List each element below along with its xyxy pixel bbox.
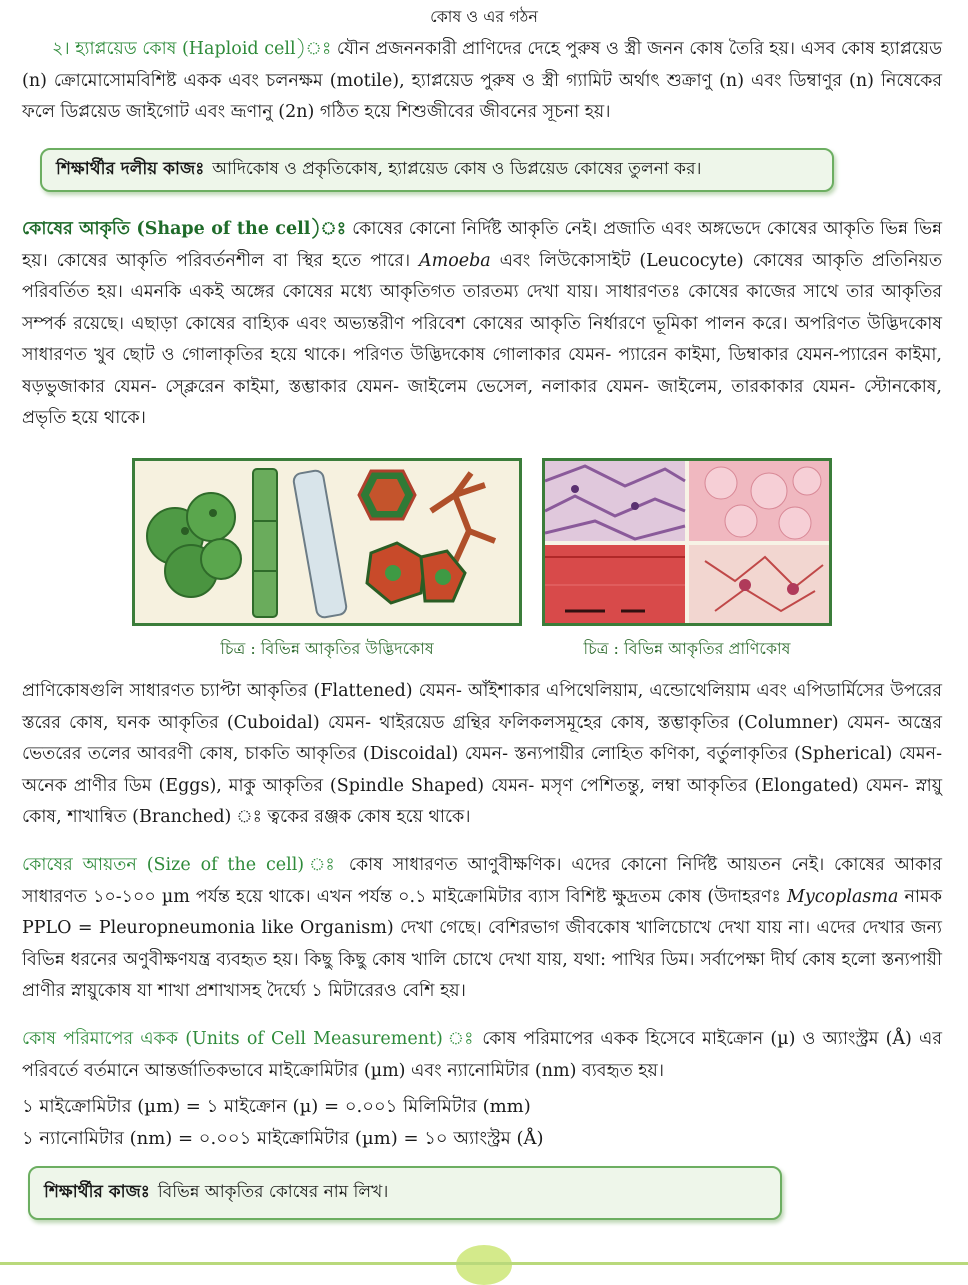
shape-paragraph [22,214,942,435]
group-task-label: শিক্ষার্থীর দলীয় কাজঃ [56,159,205,179]
student-task-label: শিক্ষার্থীর কাজঃ [44,1182,150,1202]
group-task-box [40,148,834,192]
page-number-badge [456,1245,512,1285]
plant-cells-figure [132,458,522,626]
plant-figure-caption: চিত্র : বিভিন্ন আকৃতির উদ্ভিদকোষ [220,639,434,658]
units-heading: কোষ পরিমাপের একক (Units of Cell Measurement) ঃ [22,1029,476,1049]
units-paragraph [22,1024,942,1087]
units-text: কোষ পরিমাপের একক হিসেবে মাইক্রোন (µ) ও অ্যাংস্ট্রম (Å) এর পরিবর্তে বর্তমানে আন্তর্জাতিকভাবে মাইক্রোমিটার (µm) এবং ন্যানোমিটার (nm) ব্যবহৃত হয়। [22,1029,942,1081]
animal-cells-illustration [545,461,829,623]
animal-cells-figure [542,458,832,626]
student-task-box [28,1166,782,1220]
mycoplasma-term: Mycoplasma [787,886,899,907]
haploid-text: যৌন প্রজননকারী প্রাণিদের দেহে পুরুষ ও স্ত্রী জনন কোষ তৈরি হয়। এসব কোষ হ্যাপ্লয়েড (n) ক্রোমোসোমবিশিষ্ট একক এবং চলনক্ষম (motile), হ্যাপ্লয়েড পুরুষ ও স্ত্রী গ্যামিট অর্থাৎ শুক্রাণু (n) এবং ডিম্বাণুর (n) নিষেকের ফলে ডিপ্লয়েড জাইগোট এবং ভ্রূণানু (2n) গঠিত হয়ে শিশুজীবের জীবনের সূচনা হয়। [22,39,942,122]
animal-cell-shapes-paragraph: প্রাণিকোষগুলি সাধারণত চ্যাপ্টা আকৃতির (Flattened) যেমন- আঁইশাকার এপিথেলিয়াম, এন্ডোথেলিয়াম এবং এপিডার্মিসের উপরের স্তরের কোষ, ঘনক আকৃতির (Cuboidal) যেমন- থাইরয়েড গ্রন্থির ফলিকলসমূহের কোষ, স্তম্ভাকৃতির (Columner) যেমন- অন্ত্রের ভেতরের তলের আবরণী কোষ, চাকতি আকৃতির (Discoidal) যেমন- স্তন্যপায়ীর লোহিত কণিকা, বর্তুলাকৃতির (Spherical) যেমন- অনেক প্রাণীর ডিম (Eggs), মাকু আকৃতির (Spindle Shaped) যেমন- মসৃণ পেশিতন্তু, লম্বা আকৃতির (Elongated) যেমন- স্নায়ু কোষ, শাখান্বিত (Branched) ঃ ত্বকের রঞ্জক কোষ হয়ে থাকে। [22,681,942,827]
haploid-heading: ২। হ্যাপ্লয়েড কোষ (Haploid cell)ঃ [52,39,332,59]
group-task-text: আদিকোষ ও প্রকৃতিকোষ, হ্যাপ্লয়েড কোষ ও ডিপ্লয়েড কোষের তুলনা কর। [212,159,702,179]
animal-figure-caption: চিত্র : বিভিন্ন আকৃতির প্রাণিকোষ [583,639,791,658]
shape-text-2: এবং লিউকোসাইট (Leucocyte) কোষের আকৃতি প্রতিনিয়ত পরিবর্তিত হয়। এমনকি একই অঙ্গের কোষের মধ্যে আকৃতিগত তারতম্য দেখা যায়। সাধারণতঃ কোষের কাজের সাথে তার আকৃতির সম্পর্ক রয়েছে। এছাড়া কোষের বাহ্যিক এবং অভ্যন্তরীণ পরিবেশ কোষের আকৃতি নির্ধারণে ভূমিকা পালন করে। অপরিণত উদ্ভিদকোষ সাধারণত খুব ছোট ও গোলাকৃতির হয়ে থাকে। পরিণত উদ্ভিদকোষ গোলাকার যেমন- প্যারেন কাইমা, ডিম্বাকার যেমন-প্যারেন কাইমা, ষড়ভুজাকার যেমন- স্ক্লেরেন কাইমা, স্তম্ভাকার যেমন- জাইলেম ভেসেল, নলাকার যেমন- জাইলেম, তারকাকার যেমন- স্টোনকোষ, প্রভৃতি হয়ে থাকে। [22,250,942,428]
bottom-rule [0,1262,968,1265]
size-heading: কোষের আয়তন (Size of the cell) ঃ [22,855,339,875]
size-text-2: নামক PPLO = Pleuropneumonia like Organism) দেখা গেছে। বেশিরভাগ জীবকোষ খালিচোখে দেখা যায় না। এদের দেখার জন্য বিভিন্ন ধরনের অণুবীক্ষণযন্ত্র ব্যবহৃত হয়। কিছু কিছু কোষ খালি চোখে দেখা যায়, যথা: পাখির ডিম। সর্বাপেক্ষা দীর্ঘ কোষ হলো স্তন্যপায়ী প্রাণীর স্নায়ুকোষ যা শাখা প্রশাখাসহ দৈর্ঘ্যে ১ মিটারেরও বেশি হয়। [22,886,942,1001]
shape-heading: কোষের আকৃতি (Shape of the cell)ঃ [22,219,347,239]
micrometer-equation: ১ মাইক্রোমিটার (µm) = ১ মাইক্রোন (µ) = ০.০০১ মিলিমিটার (mm) [22,1096,531,1117]
size-paragraph [22,850,942,1008]
amoeba-term: Amoeba [418,250,491,271]
student-task-text: বিভিন্ন আকৃতির কোষের নাম লিখ। [157,1182,389,1202]
shape-text-1: কোষের কোনো নির্দিষ্ট আকৃতি নেই। প্রজাতি এবং অঙ্গভেদে কোষের আকৃতি ভিন্ন ভিন্ন হয়। কোষের আকৃতি পরিবর্তনশীল বা স্থির হতে পারে। [22,219,942,271]
haploid-paragraph [22,34,942,129]
size-text-1: কোষ সাধারণত আণুবীক্ষণিক। এদের কোনো নির্দিষ্ট আয়তন নেই। কোষের আকার সাধারণত ১০-১০০ µm পর্যন্ত হয়ে থাকে। এখন পর্যন্ত ০.১ মাইক্রোমিটার ব্যাস বিশিষ্ট ক্ষুদ্রতম কোষ (উদাহরণঃ [22,855,942,907]
running-head: কোষ ও এর গঠন [430,7,538,26]
nanometer-equation: ১ ন্যানোমিটার (nm) = ০.০০১ মাইক্রোমিটার (µm) = ১০ অ্যাংস্ট্রম (Å) [22,1128,544,1149]
plant-cells-illustration [135,461,519,623]
